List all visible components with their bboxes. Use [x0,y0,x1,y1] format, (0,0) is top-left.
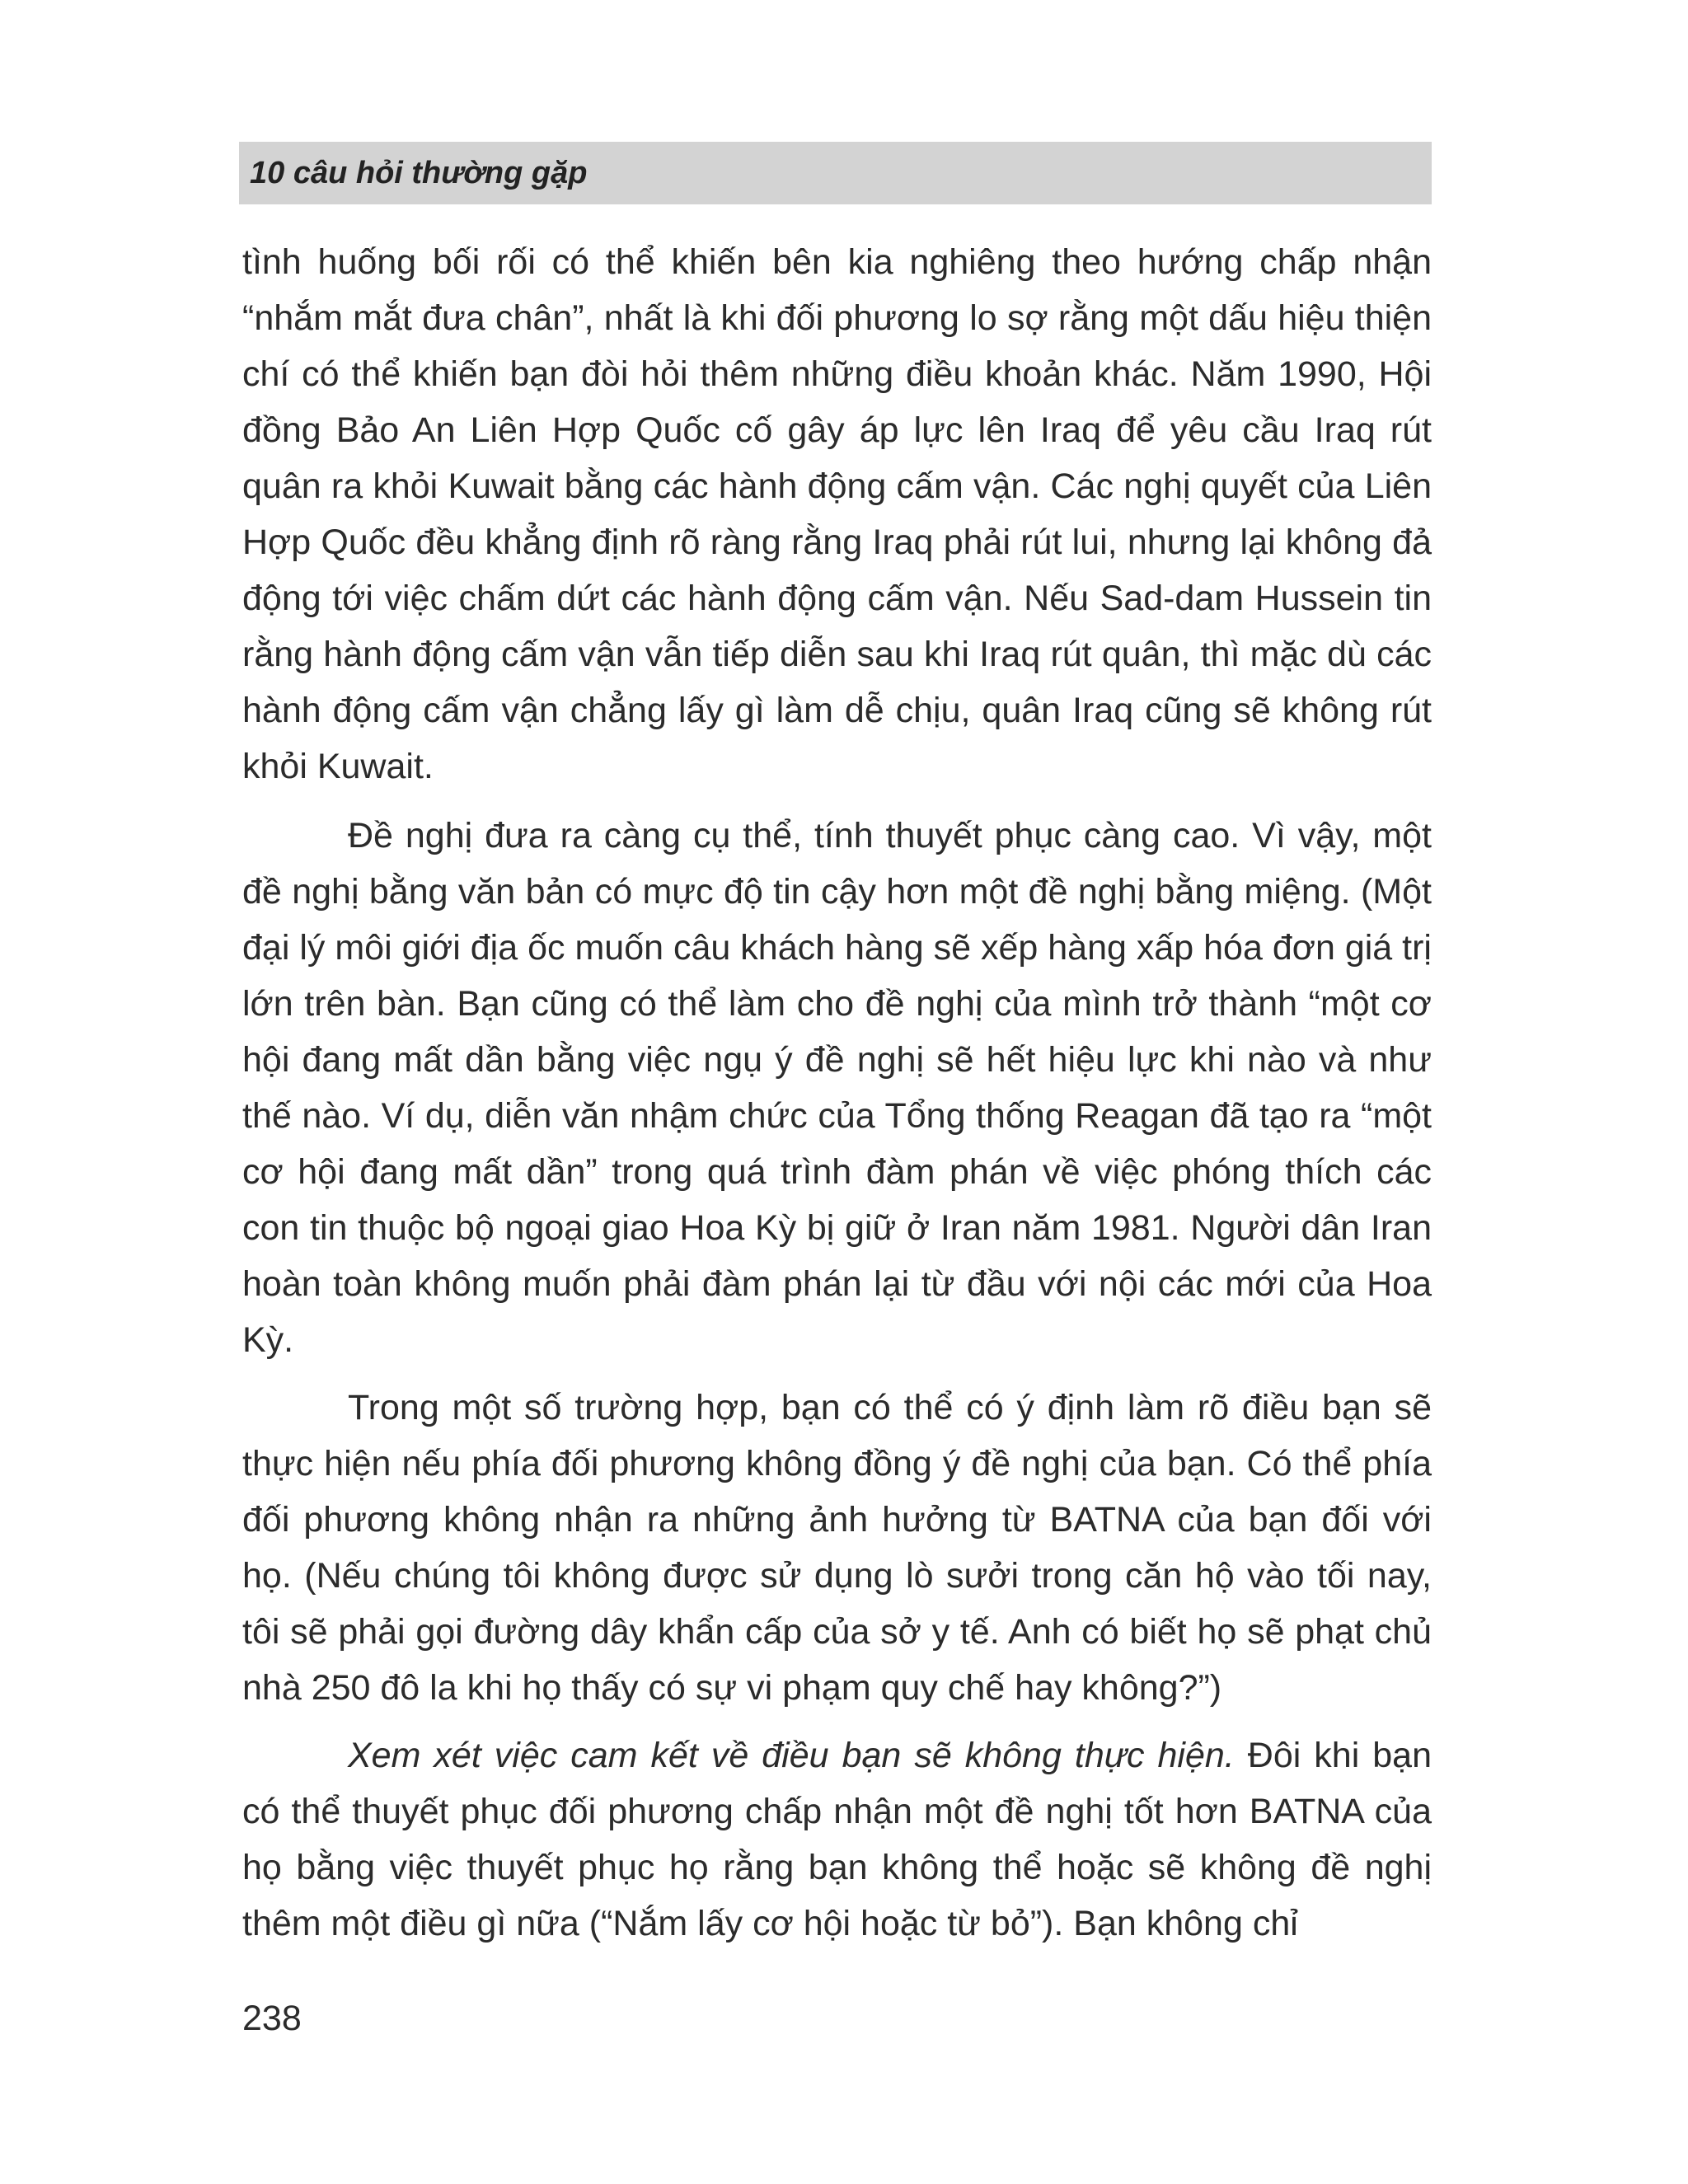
running-header-title: 10 câu hỏi thường gặp [250,156,588,190]
paragraph-2: Đề nghị đưa ra càng cụ thể, tính thuyết phục càng cao. Vì vậy, một đề nghị bằng văn bản có mực độ tin cậy hơn một đề nghị bằng miệng. (Một đại lý môi giới địa ốc muốn câu khách hàng sẽ xếp hàng xấp hóa đơn giá trị lớn trên bàn. Bạn cũng có thể làm cho đề nghị của mình trở thành “một cơ hội đang mất dần bằng việc ngụ ý đề nghị sẽ hết hiệu lực khi nào và như thế nào. Ví dụ, diễn văn nhậm chức của Tổng thống Reagan đã tạo ra “một cơ hội đang mất dần” trong quá trình đàm phán về việc phóng thích các con tin thuộc bộ ngoại giao Hoa Kỳ bị giữ ở Iran năm 1981. Người dân Iran hoàn toàn không muốn phải đàm phán lại từ đầu với nội các mới của Hoa Kỳ. [242,816,1432,1360]
paragraph-1: tình huống bối rối có thể khiến bên kia nghiêng theo hướng chấp nhận “nhắm mắt đưa chân”, nhất là khi đối phương lo sợ rằng một dấu hiệu thiện chí có thể khiến bạn đòi hỏi thêm những điều khoản khác. Năm 1990, Hội đồng Bảo An Liên Hợp Quốc cố gây áp lực lên Iraq để yêu cầu Iraq rút quân ra khỏi Kuwait bằng các hành động cấm vận. Các nghị quyết của Liên Hợp Quốc đều khẳng định rõ ràng rằng Iraq phải rút lui, nhưng lại không đả động tới việc chấm dứt các hành động cấm vận. Nếu Sad-dam Hussein tin rằng hành động cấm vận vẫn tiếp diễn sau khi Iraq rút quân, thì mặc dù các hành động cấm vận chẳng lấy gì làm dễ chịu, quân Iraq cũng sẽ không rút khỏi Kuwait. [242,242,1432,786]
paragraph-3: Trong một số trường hợp, bạn có thể có ý định làm rõ điều bạn sẽ thực hiện nếu phía đối phương không đồng ý đề nghị của bạn. Có thể phía đối phương không nhận ra những ảnh hưởng từ BATNA của bạn đối với họ. (Nếu chúng tôi không được sử dụng lò sưởi trong căn hộ vào tối nay, tôi sẽ phải gọi đường dây khẩn cấp của sở y tế. Anh có biết họ sẽ phạt chủ nhà 250 đô la khi họ thấy có sự vi phạm quy chế hay không?”) [242,1388,1432,1708]
paragraph-4-emphasis: Xem xét việc cam kết về điều bạn sẽ không thực hiện. [348,1736,1235,1775]
page-number: 238 [242,1999,302,2038]
running-header [239,142,1432,204]
paragraph-4 [242,1727,1432,1952]
paragraph-4-text: Đôi khi bạn có thể thuyết phục đối phương chấp nhận một đề nghị tốt hơn BATNA của họ bằng việc thuyết phục họ rằng bạn không thể hoặc sẽ không đề nghị thêm một điều gì nữa (“Nắm lấy cơ hội hoặc từ bỏ”). Bạn không chỉ [242,1736,1432,1943]
body-text [242,234,1432,1952]
